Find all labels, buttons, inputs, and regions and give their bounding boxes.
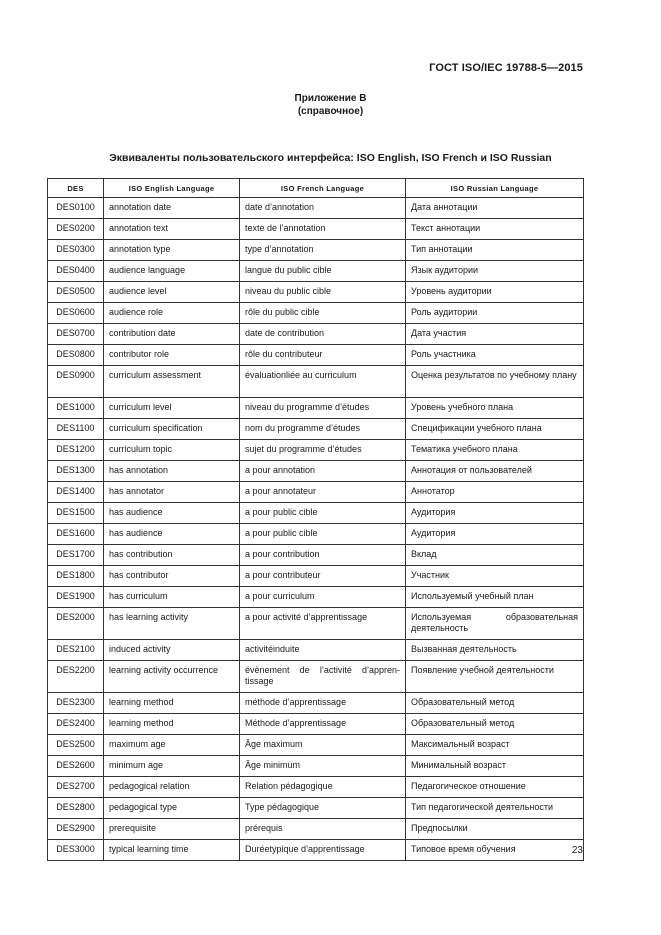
cell-french: a pour public cible xyxy=(240,524,406,545)
cell-des: DES2000 xyxy=(48,608,104,640)
table-row xyxy=(48,661,584,693)
cell-russian: Вклад xyxy=(406,545,584,566)
table-row xyxy=(48,640,584,661)
cell-english: has contribution xyxy=(104,545,240,566)
table-row xyxy=(48,608,584,640)
cell-english: curriculum specification xyxy=(104,419,240,440)
cell-russian: Роль участника xyxy=(406,345,584,366)
cell-english: maximum age xyxy=(104,735,240,756)
cell-french: a pour annotateur xyxy=(240,482,406,503)
cell-des: DES0200 xyxy=(48,219,104,240)
table-row xyxy=(48,240,584,261)
table-row xyxy=(48,587,584,608)
cell-des: DES2600 xyxy=(48,756,104,777)
cell-russian: Аудитория xyxy=(406,503,584,524)
cell-russian: Максимальный возраст xyxy=(406,735,584,756)
cell-french: a pour annotation xyxy=(240,461,406,482)
table-row xyxy=(48,524,584,545)
cell-english: has annotation xyxy=(104,461,240,482)
cell-des: DES1400 xyxy=(48,482,104,503)
annex-subtitle: (справочное) xyxy=(297,106,364,117)
table-row xyxy=(48,503,584,524)
cell-russian: Язык аудитории xyxy=(406,261,584,282)
cell-russian: Аннотация от пользователей xyxy=(406,461,584,482)
cell-russian: Тип аннотации xyxy=(406,240,584,261)
table-row xyxy=(48,545,584,566)
cell-french: Duréetypique d’apprentissage xyxy=(240,840,406,861)
table-row xyxy=(48,324,584,345)
cell-des: DES1000 xyxy=(48,398,104,419)
cell-russian: Предпосылки xyxy=(406,819,584,840)
cell-russian: Дата участия xyxy=(406,324,584,345)
cell-english: audience level xyxy=(104,282,240,303)
cell-russian: Образовательный метод xyxy=(406,693,584,714)
page-number: 23 xyxy=(571,845,583,856)
cell-english: audience role xyxy=(104,303,240,324)
cell-french: Âge maximum xyxy=(240,735,406,756)
cell-french: date d’annotation xyxy=(240,198,406,219)
table-row xyxy=(48,440,584,461)
cell-french: Relation pédagogique xyxy=(240,777,406,798)
table-row xyxy=(48,419,584,440)
equivalents-table xyxy=(47,178,584,861)
cell-des: DES0400 xyxy=(48,261,104,282)
cell-des: DES1100 xyxy=(48,419,104,440)
cell-des: DES2100 xyxy=(48,640,104,661)
cell-des: DES2900 xyxy=(48,819,104,840)
table-row xyxy=(48,461,584,482)
table-header-row xyxy=(48,179,584,198)
column-header-des: DES xyxy=(48,179,104,198)
cell-french: évènement de l’activité d’appren-tissage xyxy=(240,661,406,693)
cell-russian: Роль аудитории xyxy=(406,303,584,324)
cell-english: annotation text xyxy=(104,219,240,240)
cell-des: DES2200 xyxy=(48,661,104,693)
table-body xyxy=(48,198,584,861)
cell-french: type d’annotation xyxy=(240,240,406,261)
table-row xyxy=(48,798,584,819)
table-title: Эквиваленты пользовательского интерфейса: ISO English, ISO French и ISO Russian xyxy=(109,152,552,164)
cell-des: DES1300 xyxy=(48,461,104,482)
cell-russian: Используемый учебный план xyxy=(406,587,584,608)
cell-des: DES3000 xyxy=(48,840,104,861)
annex-heading xyxy=(0,92,661,118)
cell-french: évaluationliée au curriculum xyxy=(240,366,406,398)
cell-french: texte de l’annotation xyxy=(240,219,406,240)
cell-des: DES2400 xyxy=(48,714,104,735)
cell-english: induced activity xyxy=(104,640,240,661)
cell-english: has annotator xyxy=(104,482,240,503)
cell-french: a pour activité d’apprentissage xyxy=(240,608,406,640)
cell-des: DES2300 xyxy=(48,693,104,714)
cell-english: pedagogical type xyxy=(104,798,240,819)
cell-russian: Вызванная деятельность xyxy=(406,640,584,661)
cell-russian: Спецификации учебного плана xyxy=(406,419,584,440)
table-row xyxy=(48,398,584,419)
cell-english: contributor role xyxy=(104,345,240,366)
column-header-french: ISO French Language xyxy=(240,179,406,198)
table-row xyxy=(48,566,584,587)
cell-russian: Участник xyxy=(406,566,584,587)
table-row xyxy=(48,482,584,503)
cell-english: minimum age xyxy=(104,756,240,777)
table-row xyxy=(48,261,584,282)
cell-russian: Минимальный возраст xyxy=(406,756,584,777)
cell-english: has contributor xyxy=(104,566,240,587)
cell-french: langue du public cible xyxy=(240,261,406,282)
cell-english: audience language xyxy=(104,261,240,282)
column-header-russian: ISO Russian Language xyxy=(406,179,584,198)
cell-french: Méthode d’apprentissage xyxy=(240,714,406,735)
cell-french: sujet du programme d’études xyxy=(240,440,406,461)
cell-des: DES0300 xyxy=(48,240,104,261)
cell-english: annotation type xyxy=(104,240,240,261)
cell-english: curriculum assessment xyxy=(104,366,240,398)
cell-russian: Текст аннотации xyxy=(406,219,584,240)
cell-russian: Тип педагогической деятельности xyxy=(406,798,584,819)
cell-russian: Уровень учебного плана xyxy=(406,398,584,419)
cell-des: DES0700 xyxy=(48,324,104,345)
cell-des: DES0100 xyxy=(48,198,104,219)
table-row xyxy=(48,693,584,714)
cell-french: Type pédagogique xyxy=(240,798,406,819)
cell-des: DES0800 xyxy=(48,345,104,366)
cell-french: a pour public cible xyxy=(240,503,406,524)
cell-french: prérequis xyxy=(240,819,406,840)
cell-french: activitéinduite xyxy=(240,640,406,661)
cell-english: typical learning time xyxy=(104,840,240,861)
cell-des: DES0900 xyxy=(48,366,104,398)
cell-russian: Типовое время обучения xyxy=(406,840,584,861)
cell-french: niveau du programme d’études xyxy=(240,398,406,419)
cell-french: date de contribution xyxy=(240,324,406,345)
cell-des: DES1200 xyxy=(48,440,104,461)
table-row xyxy=(48,840,584,861)
document-code: ГОСТ ISO/IEC 19788-5—2015 xyxy=(429,62,583,74)
cell-des: DES2500 xyxy=(48,735,104,756)
table-row xyxy=(48,198,584,219)
column-header-english: ISO English Language xyxy=(104,179,240,198)
cell-russian: Педагогическое отношение xyxy=(406,777,584,798)
cell-english: contribution date xyxy=(104,324,240,345)
table-row xyxy=(48,345,584,366)
cell-english: has audience xyxy=(104,524,240,545)
cell-des: DES1500 xyxy=(48,503,104,524)
cell-des: DES0600 xyxy=(48,303,104,324)
cell-english: annotation date xyxy=(104,198,240,219)
cell-russian: Появление учебной деятельности xyxy=(406,661,584,693)
cell-english: curriculum level xyxy=(104,398,240,419)
table-row xyxy=(48,303,584,324)
cell-des: DES2800 xyxy=(48,798,104,819)
cell-english: has learning activity xyxy=(104,608,240,640)
cell-russian: Образовательный метод xyxy=(406,714,584,735)
cell-russian: Аннотатор xyxy=(406,482,584,503)
cell-des: DES1900 xyxy=(48,587,104,608)
cell-russian: Оценка результатов по учебному плану xyxy=(406,366,584,398)
table-row xyxy=(48,282,584,303)
cell-french: méthode d’apprentissage xyxy=(240,693,406,714)
cell-french: rôle du public cible xyxy=(240,303,406,324)
annex-title: Приложение В xyxy=(294,93,367,104)
cell-russian: Уровень аудитории xyxy=(406,282,584,303)
cell-french: rôle du contributeur xyxy=(240,345,406,366)
cell-des: DES2700 xyxy=(48,777,104,798)
cell-des: DES0500 xyxy=(48,282,104,303)
table-row xyxy=(48,219,584,240)
cell-des: DES1700 xyxy=(48,545,104,566)
cell-russian: Аудитория xyxy=(406,524,584,545)
table-row xyxy=(48,819,584,840)
cell-french: niveau du public cible xyxy=(240,282,406,303)
cell-des: DES1800 xyxy=(48,566,104,587)
cell-english: curriculum topic xyxy=(104,440,240,461)
table-row xyxy=(48,735,584,756)
table-row xyxy=(48,756,584,777)
cell-english: learning method xyxy=(104,714,240,735)
cell-russian: Дата аннотации xyxy=(406,198,584,219)
cell-english: has audience xyxy=(104,503,240,524)
cell-english: learning method xyxy=(104,693,240,714)
cell-french: a pour contribution xyxy=(240,545,406,566)
table-row xyxy=(48,714,584,735)
cell-english: prerequisite xyxy=(104,819,240,840)
cell-french: a pour contributeur xyxy=(240,566,406,587)
cell-russian: Тематика учебного плана xyxy=(406,440,584,461)
cell-russian: Используемая образовательная деятельность xyxy=(406,608,584,640)
cell-english: learning activity occurrence xyxy=(104,661,240,693)
cell-french: nom du programme d’études xyxy=(240,419,406,440)
cell-french: Âge minimum xyxy=(240,756,406,777)
table-row xyxy=(48,366,584,398)
table-row xyxy=(48,777,584,798)
cell-french: a pour curriculum xyxy=(240,587,406,608)
cell-des: DES1600 xyxy=(48,524,104,545)
cell-english: has curriculum xyxy=(104,587,240,608)
cell-english: pedagogical relation xyxy=(104,777,240,798)
